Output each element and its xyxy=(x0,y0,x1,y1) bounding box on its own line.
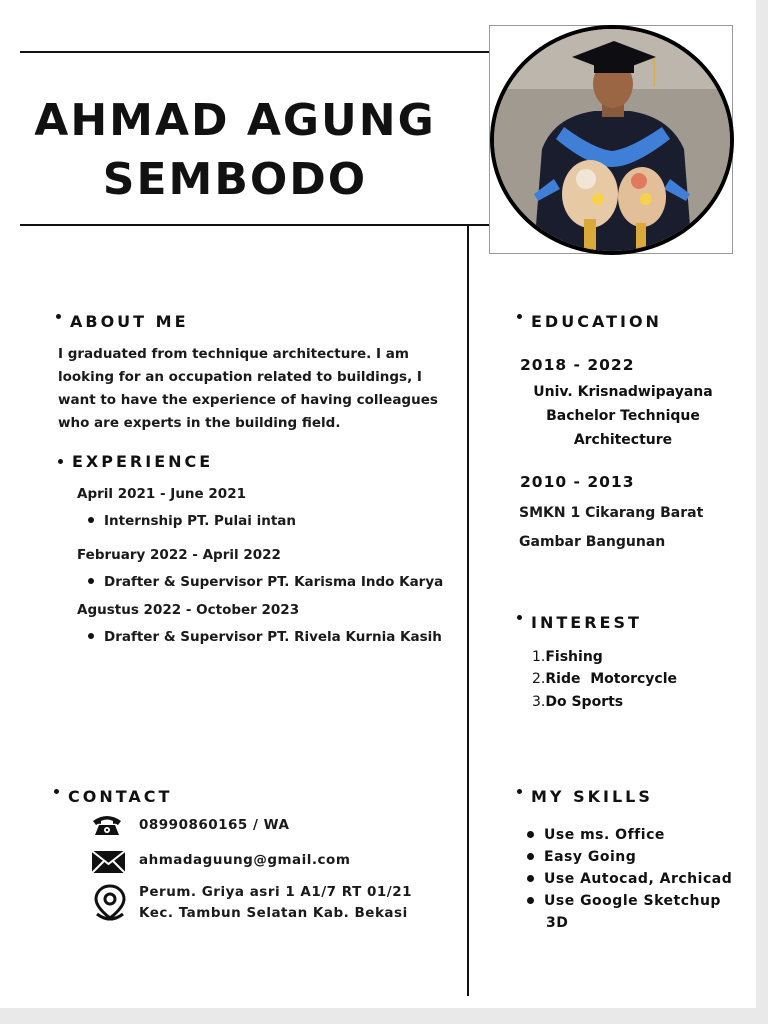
interest-heading: INTEREST xyxy=(517,613,642,632)
heading-dot-icon xyxy=(517,314,522,319)
contact-email: ahmadaguung@gmail.com xyxy=(139,852,351,868)
education-school-2: SMKN 1 Cikarang Barat xyxy=(519,505,704,521)
location-pin-icon xyxy=(93,884,127,922)
experience-heading: EXPERIENCE xyxy=(58,452,213,471)
bullet-icon xyxy=(527,853,534,860)
heading-dot-icon xyxy=(54,789,59,794)
interest-item-3: 3.Do Sports xyxy=(532,694,624,710)
bullet-icon xyxy=(88,633,94,639)
skill-item-4: Use Google Sketchup 3D xyxy=(527,890,746,934)
experience-period-3: Agustus 2022 - October 2023 xyxy=(77,602,300,618)
bullet-icon xyxy=(88,578,94,584)
heading-dot-icon xyxy=(517,615,522,620)
bullet-icon xyxy=(527,875,534,882)
skills-heading: MY SKILLS xyxy=(517,787,653,806)
bullet-icon xyxy=(527,897,534,904)
contact-address-2: Kec. Tambun Selatan Kab. Bekasi xyxy=(139,905,408,921)
phone-icon xyxy=(91,813,123,837)
experience-period-1: April 2021 - June 2021 xyxy=(77,486,246,502)
contact-address-1: Perum. Griya asri 1 A1/7 RT 01/21 xyxy=(139,884,412,900)
name-line-1: AHMAD AGUNG xyxy=(34,95,436,146)
about-heading: ABOUT ME xyxy=(56,312,189,331)
bullet-icon xyxy=(527,831,534,838)
education-major-2: Gambar Bangunan xyxy=(519,534,666,550)
skill-item-1: Use ms. Office xyxy=(527,824,665,846)
experience-role-1: Internship PT. Pulai intan xyxy=(88,513,296,529)
name-line-2: SEMBODO xyxy=(102,154,368,205)
experience-role-3: Drafter & Supervisor PT. Rivela Kurnia Kasih xyxy=(88,629,442,645)
education-heading: EDUCATION xyxy=(517,312,662,331)
bullet-icon xyxy=(88,517,94,523)
skill-item-3: Use Autocad, Archicad xyxy=(527,868,732,890)
heading-dot-icon xyxy=(56,314,61,319)
education-years-1: 2018 - 2022 xyxy=(520,356,635,374)
experience-period-2: February 2022 - April 2022 xyxy=(77,547,281,563)
graduate-portrait-image xyxy=(494,29,730,251)
education-years-2: 2010 - 2013 xyxy=(520,473,635,491)
heading-dot-icon xyxy=(58,459,63,464)
about-text: I graduated from technique architecture. I am looking for an occupation related to buildings, I want to have the experience of having colleagues who are experts in the building field. xyxy=(58,346,438,431)
contact-heading: CONTACT xyxy=(54,787,172,806)
contact-phone: 08990860165 / WA xyxy=(139,817,290,833)
skill-item-2: Easy Going xyxy=(527,846,636,868)
interest-item-2: 2.Ride Motorcycle xyxy=(532,671,677,687)
header-bottom-rule xyxy=(20,224,490,226)
mail-icon xyxy=(91,850,126,874)
education-school-1: Univ. Krisnadwipayana Bachelor Technique Architecture xyxy=(533,384,713,448)
heading-dot-icon xyxy=(517,789,522,794)
profile-photo xyxy=(490,25,734,255)
experience-role-2: Drafter & Supervisor PT. Karisma Indo Karya xyxy=(88,574,443,590)
header-top-rule xyxy=(20,51,490,53)
column-divider xyxy=(467,224,469,996)
interest-item-1: 1.Fishing xyxy=(532,649,603,665)
